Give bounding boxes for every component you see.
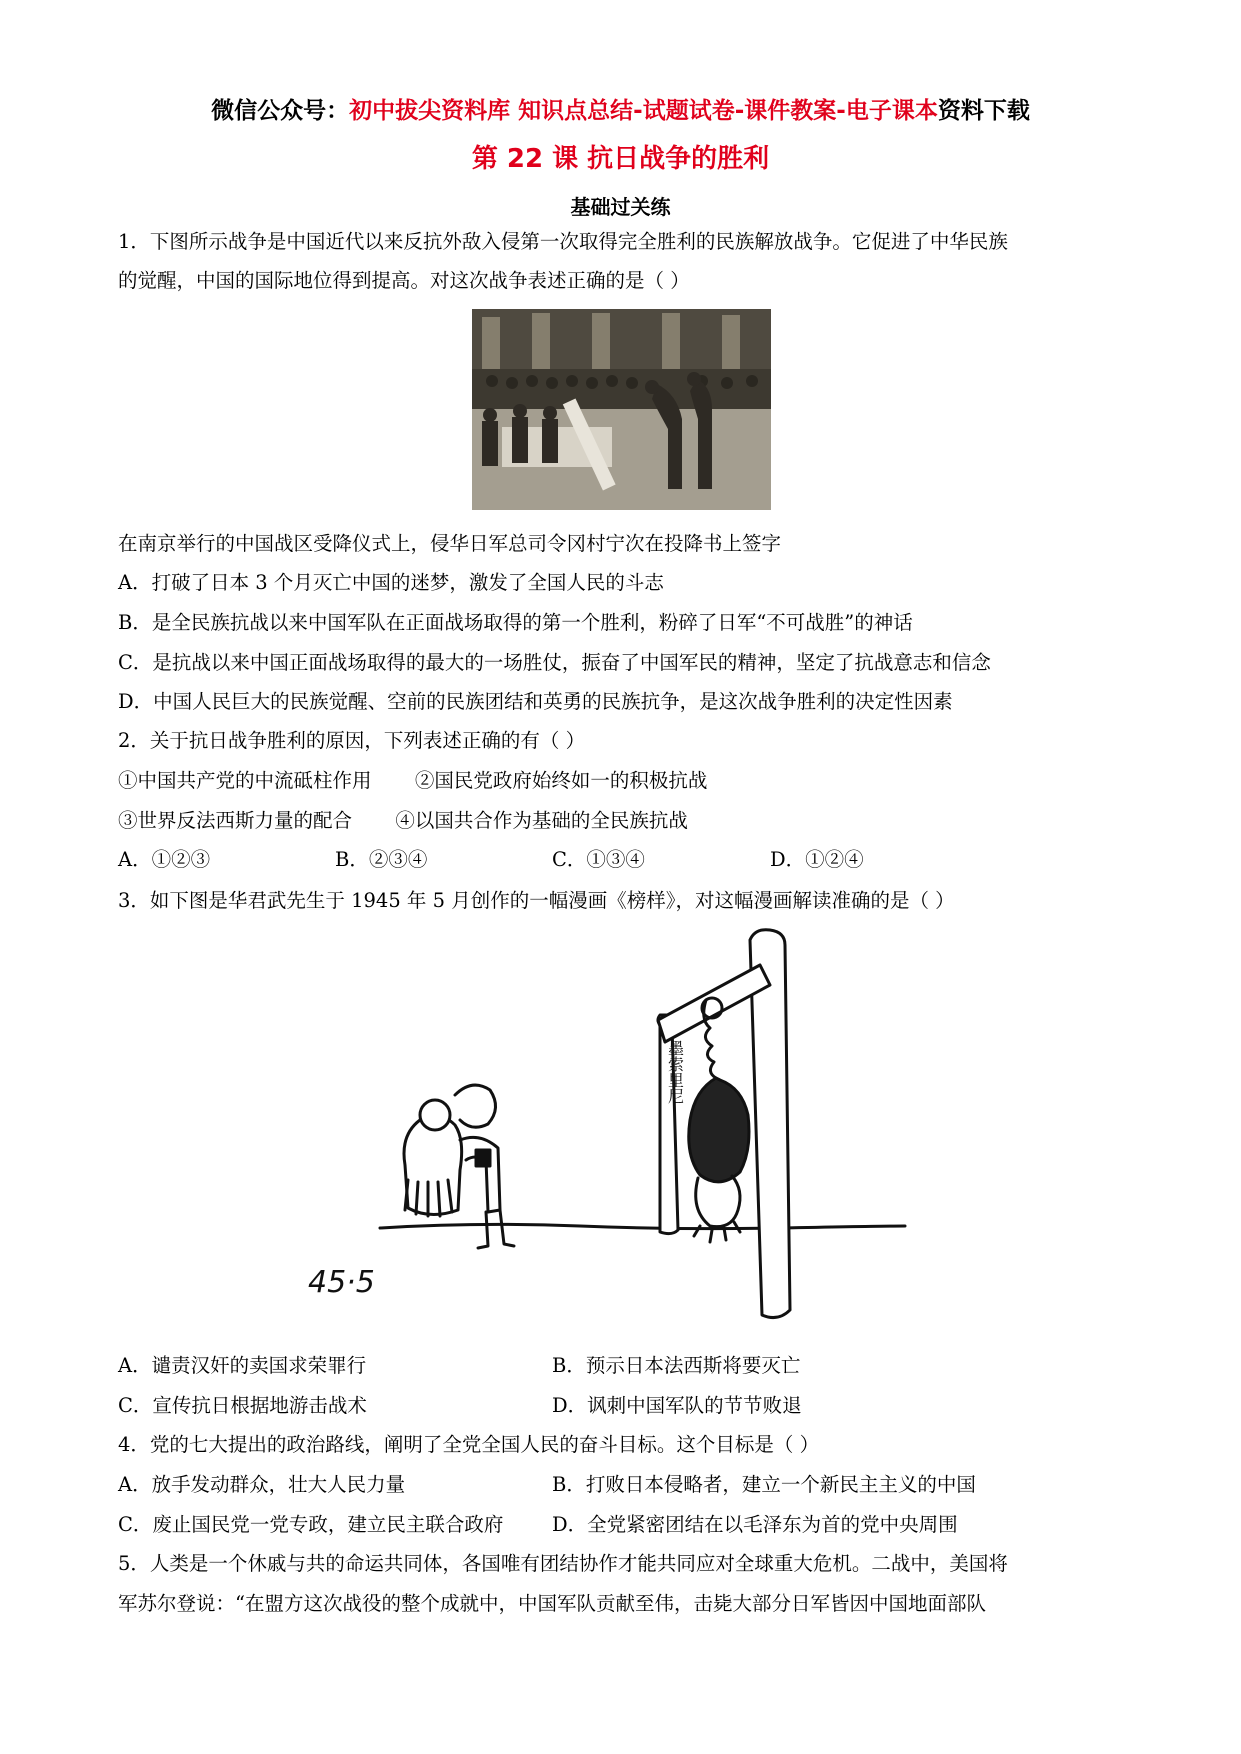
q3-option-d: D．讽刺中国军队的节节败退 <box>552 1394 802 1417</box>
q1-photo-caption: 在南京举行的中国战区受降仪式上，侵华日军总司令冈村宁次在投降书上签字 <box>118 532 782 555</box>
q2-stem: 2．关于抗日战争胜利的原因，下列表述正确的有（ ） <box>118 729 586 752</box>
header-red-text: 初中拔尖资料库 知识点总结-试题试卷-课件教案-电子课本 <box>349 98 938 124</box>
q2-items-line1: ①中国共产党的中流砥柱作用 ②国民党政府始终如一的积极抗战 <box>118 769 708 792</box>
q5-stem-line2: 军苏尔登说：“在盟方这次战役的整个成就中，中国军队贡献至伟，击毙大部分日军皆因中国地面部队 <box>118 1592 986 1615</box>
q3-option-c: C．宣传抗日根据地游击战术 <box>118 1394 367 1417</box>
q4-option-c: C．废止国民党一党专政，建立民主联合政府 <box>118 1513 504 1536</box>
q2-option-a: A．①②③ <box>118 848 211 871</box>
q2-option-c: C．①③④ <box>552 848 645 871</box>
q1-option-d: D．中国人民巨大的民族觉醒、空前的民族团结和英勇的民族抗争，是这次战争胜利的决定性因素 <box>118 690 953 713</box>
photo-illustration <box>472 309 771 510</box>
q1-option-c: C．是抗战以来中国正面战场取得的最大的一场胜仗，振奋了中国军民的精神，坚定了抗战意志和信念 <box>118 651 991 674</box>
section-subtitle: 基础过关练 <box>570 195 671 219</box>
lesson-title: 第 22 课 抗日战争的胜利 <box>471 144 770 174</box>
q1-stem-line1: 1．下图所示战争是中国近代以来反抗外敌入侵第一次取得完全胜利的民族解放战争。它促进了中华民族 <box>118 230 1008 253</box>
q2-items-line2: ③世界反法西斯力量的配合 ④以国共合作为基础的全民族抗战 <box>118 809 688 832</box>
q3-stem: 3．如下图是华君武先生于 1945 年 5 月创作的一幅漫画《榜样》，对这幅漫画解读准确的是（ ） <box>118 889 955 912</box>
q1-option-a: A．打破了日本 3 个月灭亡中国的迷梦，激发了全国人民的斗志 <box>118 571 664 594</box>
q4-stem: 4．党的七大提出的政治路线，阐明了全党全国人民的奋斗目标。这个目标是（ ） <box>118 1433 820 1456</box>
q3-option-a: A．谴责汉奸的卖国求荣罪行 <box>118 1354 367 1377</box>
cartoon-post-label: 墨索里尼 <box>665 1040 685 1104</box>
q4-option-d: D．全党紧密团结在以毛泽东为首的党中央周围 <box>552 1513 958 1536</box>
q2-option-b: B．②③④ <box>335 848 428 871</box>
page-header <box>0 92 1241 125</box>
q1-option-b: B．是全民族抗战以来中国军队在正面战场取得的第一个胜利，粉碎了日军“不可战胜”的神话 <box>118 611 913 634</box>
q4-option-a: A．放手发动群众，壮大人民力量 <box>118 1473 406 1496</box>
cartoon-date: 45·5 <box>308 1265 375 1300</box>
q1-stem-line2: 的觉醒，中国的国际地位得到提高。对这次战争表述正确的是（ ） <box>118 269 690 292</box>
q4-option-b: B．打败日本侵略者，建立一个新民主主义的中国 <box>552 1473 976 1496</box>
q3-option-b: B．预示日本法西斯将要灭亡 <box>552 1354 801 1377</box>
q5-stem-line1: 5．人类是一个休戚与共的命运共同体，各国唯有团结协作才能共同应对全球重大危机。二战中，美国将 <box>118 1552 1008 1575</box>
surrender-ceremony-photo <box>472 309 771 510</box>
cartoon-role-model <box>308 910 920 1340</box>
header-prefix: 微信公众号： <box>211 98 350 124</box>
q2-option-d: D．①②④ <box>770 848 864 871</box>
header-suffix: 资料下载 <box>937 98 1030 124</box>
cartoon-illustration <box>308 910 920 1340</box>
